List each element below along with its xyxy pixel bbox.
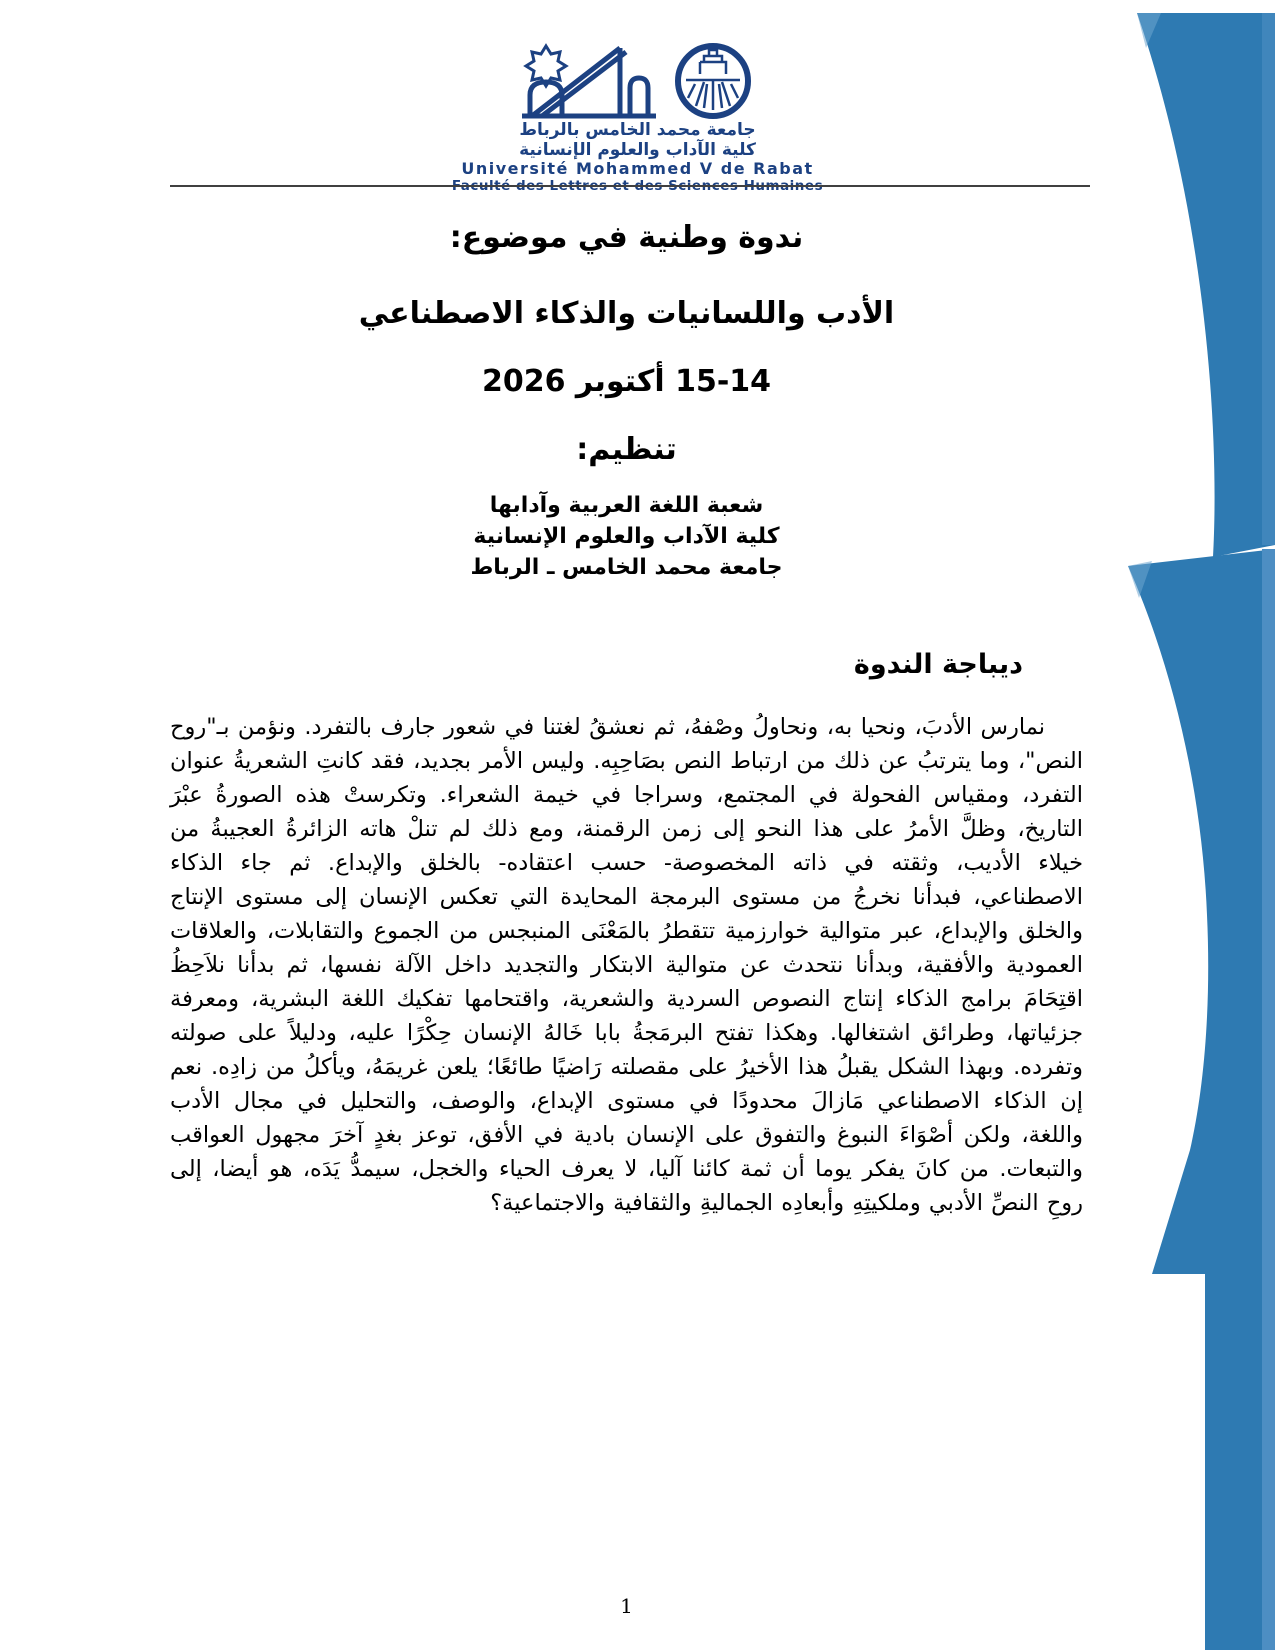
university-logo [508, 40, 768, 120]
symposium-date: 15-14 أكتوبر 2026 [481, 364, 772, 399]
page-number: 1 [620, 1594, 633, 1618]
organizer-faculty: كلية الآداب والعلوم الإنسانية [473, 524, 780, 549]
decoration-bottom-highlight [1128, 561, 1152, 598]
document-body [170, 186, 1083, 1243]
logo-tower-icon [620, 48, 648, 116]
preamble-heading-row [170, 649, 1083, 680]
logo-arabic-name: جامعة محمد الخامس بالرباط [519, 120, 756, 140]
organizers-block [170, 490, 1083, 583]
decoration-light-sliver [1262, 549, 1275, 1650]
organizer-university: جامعة محمد الخامس ـ الرباط [470, 555, 783, 580]
document-header [0, 40, 1275, 194]
logo-arabic-faculty: كلية الآداب والعلوم الإنسانية [519, 140, 756, 160]
logo-french-faculty: Faculté des Lettres et des Sciences Humaines [451, 178, 824, 194]
organizer-department: شعبة اللغة العربية وآدابها [489, 493, 764, 518]
logo-french-name: Université Mohammed V de Rabat [461, 159, 814, 178]
preamble-heading: ديباجة الندوة [853, 649, 1023, 680]
symposium-main-title: الأدب واللسانيات والذكاء الاصطناعي [358, 296, 895, 331]
decoration-bottom-shape [1128, 549, 1275, 1650]
symposium-intro-title: ندوة وطنية في موضوع: [449, 220, 804, 255]
organization-label: تنظيم: [576, 432, 677, 467]
preamble-paragraph: نمارس الأدبَ، ونحيا به، ونحاولُ وصْفهُ، ثم نعشقُ لغتنا في شعور جارف بالتفرد. ونؤمن بـ"روح النص"، وما يترتبُ عن ذلك من ارتباط النص بصَاحِبِه. وليس الأمر بجديد، فقد كانتِ الشعريةُ عنوان التفرد، ومقياس الفحولة في المجتمع، وسراجا في خيمة الشعراء. وتكرستْ هذه الصورةُ عبْرَ التاريخ، وظلَّ الأمرُ على هذا النحو إلى زمن الرقمنة، ومع ذلك لم تنلْ هاته الزائرةُ العجيبةُ من خيلاء الأديب، وثقته في ذاته المخصوصة- حسب اعتقاده- بالخلق والإبداع. ثم جاء الذكاء الاصطناعي، فبدأنا نخرجُ من مستوى البرمجة المحايدة التي تعكس الإنسان إلى مستوى الإنتاج والخلق والإبداع، عبر متوالية خوارزمية تتقطرُ بالمَعْنَى المنبجس من الجموع والتقابلات، والعلاقات العمودية والأفقية، وبدأنا نتحدث عن متوالية الابتكار والتجديد داخل الآلة نفسها، ثم بدأنا نلاَحِظُ اقتِحَامَ برامج الذكاء إنتاج النصوص السردية والشعرية، واقتحامها تفكيك اللغة البشرية، ومعرفة جزئياتها، وطرائق اشتغالها. وهكذا تفتح البرمَجةُ بابا خَالهُ الإنسان حِكْرًا عليه، ودليلاً على صولته وتفرده. وبهذا الشكل يقبلُ هذا الأخيرُ على مقصلته رَاضيًا طائعًا؛ يلعن غريمَهُ، ويأكلُ من زادِه. نعم إن الذكاء الاصطناعي مَازالَ محدودًا في مستوى الإبداع، والوصف، والتحليل في مجال الأدب واللغة، ولكن أصْوَاءَ النبوغ والتفوق على الإنسان بادية في الأفق، توعز بغدٍ آخرَ مجهول العواقب والتبعات. من كانَ يفكر يوما أن ثمة كائنا آليا، لا يعرف الحياء والخجل، سيمدُّ يَدَه، هو أيضا، إلى روحِ النصِّ الأدبي وملكيتِهِ وأبعادِه الجماليةِ والثقافية والاجتماعية؟ [170, 714, 1083, 1216]
